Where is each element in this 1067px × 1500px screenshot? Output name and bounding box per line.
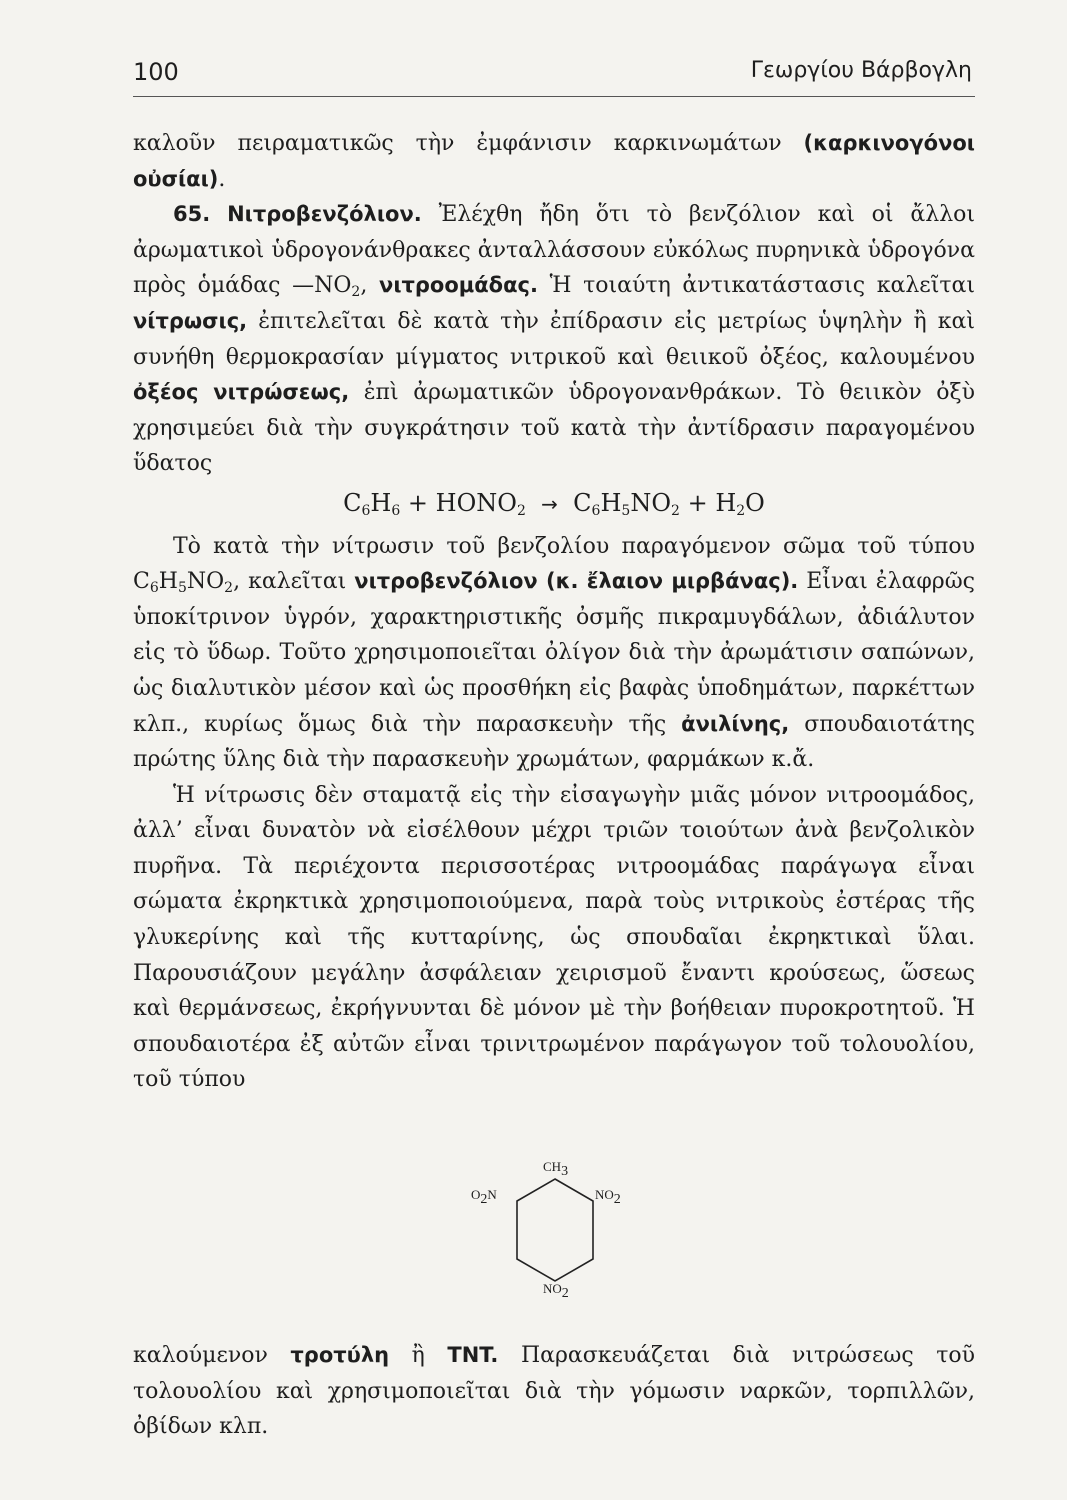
nitro-left-label: $O_2N$ <box>471 1187 497 1207</box>
nitro-bottom-label: $NO_2$ <box>543 1281 569 1301</box>
nitrobenzene-paragraph: Τὸ κατὰ τὴν νίτρωσιν τοῦ βενζολίου παραγόμενον σῶμα τοῦ τύπου $C_6H_5NO_2$, καλεῖται νιτροβενζόλιον (κ. ἔλαιον μιρβάνας). Εἶναι ἐλαφρῶς ὑποκίτρινον ὑγρόν, χαρακτηριστικῆς ὀσμῆς πικραμυγδάλων, ἀδιάλυτον εἰς τὸ ὕδωρ. Τοῦτο χρησιμοποιεῖται ὀλίγον διὰ τὴν ἀρωμάτισιν σαπώνων, ὡς διαλυτικὸν μέσον καὶ ὡς προσθήκη εἰς βαφὰς ὑποδημάτων, παρκέττων κλπ., κυρίως ὅμως διὰ τὴν παρασκευὴν τῆς ἀνιλίνης, σπουδαιοτάτης πρώτης ὕλης διὰ τὴν παρασκευὴν χρωμάτων, φαρμάκων κ.ἄ. <box>133 533 976 773</box>
tnt-structure-diagram <box>455 1155 655 1305</box>
section-65-paragraph: 65. Νιτροβενζόλιον. Ἐλέχθη ἤδη ὅτι τὸ βενζόλιον καὶ οἱ ἄλλοι ἀρωματικοὶ ὑδρογονάνθρακες ἀνταλλάσσουν εὐκόλως πυρηνικὰ ὑδρογόνα πρὸς ὁμάδας $—NO_2$, νιτροομάδας. Ἡ τοιαύτη ἀντικατάστασις καλεῖται νίτρωσις, ἐπιτελεῖται δὲ κατὰ τὴν ἐπίδρασιν εἰς μετρίως ὑψηλὴν ἢ καὶ συνήθη θερμοκρασίαν μίγματος νιτρικοῦ καὶ θειικοῦ ὀξέος, καλουμένου ὀξέος νιτρώσεως, ἐπὶ ἀρωματικῶν ὑδρογονανθράκων. Τὸ θειικὸν ὀξὺ χρησιμεύει διὰ τὴν συγκράτησιν τοῦ κατὰ τὴν ἀντίδρασιν παραγομένου ὕδατος <box>133 202 976 477</box>
tnt-paragraph: καλούμενον τροτύλη ἢ TNT. Παρασκευάζεται διὰ νιτρώσεως τοῦ τολουολίου καὶ χρησιμοποιεῖται διὰ τὴν γόμωσιν ναρκῶν, τορπιλλῶν, ὀβίδων κλπ. <box>133 1343 975 1440</box>
methyl-label: $CH_3$ <box>543 1159 569 1179</box>
section-number: 65. <box>173 202 211 227</box>
page-number: 100 <box>133 58 179 86</box>
reaction-arrow: → <box>541 491 558 516</box>
reaction-equation: $C_6H_6$ + $HONO_2 \to C_6H_5NO_2 + H_2O$ <box>343 488 765 519</box>
header-rule <box>133 96 975 97</box>
body-text <box>133 126 975 1098</box>
nitration-paragraph: Ἡ νίτρωσις δὲν σταματᾷ εἰς τὴν εἰσαγωγὴν μιᾶς μόνον νιτροομάδος, ἀλλ’ εἶναι δυνατὸν νὰ εἰσέλθουν μέχρι τριῶν τοιούτων ἀνὰ βενζολικὸν πυρῆνα. Τὰ περιέχοντα περισσοτέρας νιτροομάδας παράγωγα εἶναι σώματα ἐκρηκτικὰ χρησιμοποιούμενα, παρὰ τοὺς νιτρικοὺς ἐστέρας τῆς γλυκερίνης καὶ τῆς κυτταρίνης, ὡς σπουδαῖαι ἐκρηκτικαὶ ὕλαι. Παρουσιάζουν μεγάλην ἀσφάλειαν χειρισμοῦ ἔναντι κρούσεως, ὥσεως καὶ θερμάνσεως, ἐκρήγνυνται δὲ μόνον μὲ τὴν βοήθειαν πυροκροτητοῦ. Ἡ σπουδαιοτέρα ἐξ αὐτῶν εἶναι τρινιτρωμένον παράγωγον τοῦ τολουολίου, τοῦ τύπου <box>133 782 975 1093</box>
nitro-right-label: $NO_2$ <box>595 1187 621 1207</box>
running-header-author: Γεωργίου Βάρβογλη <box>750 58 972 83</box>
section-title: Νιτροβενζόλιον. <box>227 202 422 227</box>
paragraph-continuation: καλοῦν πειραματικῶς τὴν ἐμφάνισιν καρκινωμάτων (καρκινογόνοι οὐσίαι). <box>133 131 975 192</box>
